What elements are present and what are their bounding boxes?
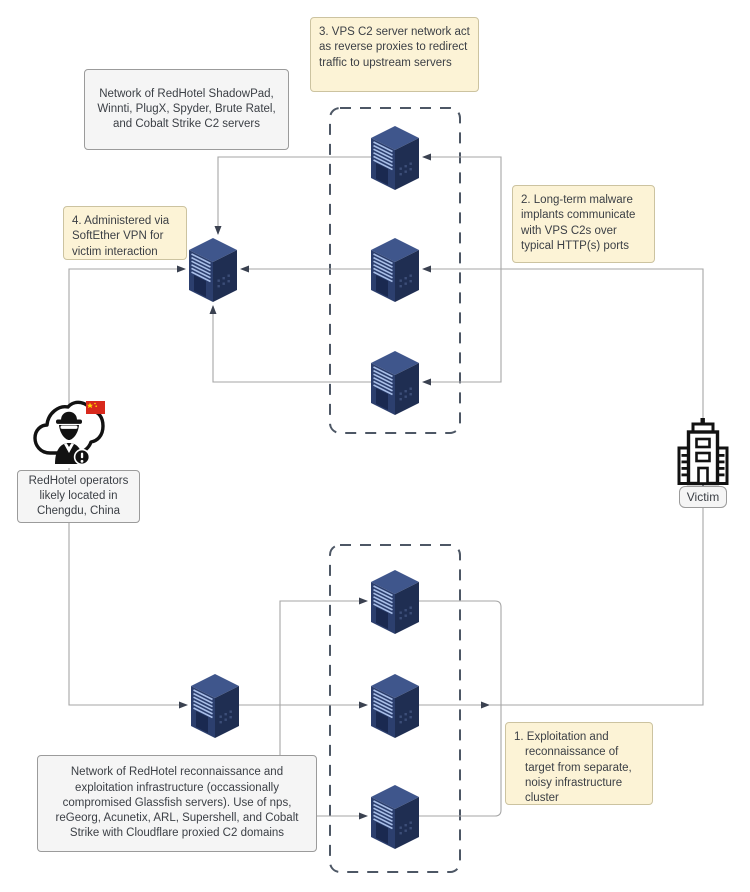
note-recon-network	[37, 755, 317, 852]
server-icon-recon-bottom	[371, 785, 419, 849]
server-icon-vps-middle	[371, 238, 419, 302]
note-upstream-c2-network-text: Network of RedHotel ShadowPad, Winnti, PlugX, Spyder, Brute Ratel, and Cobalt Strike C2 servers	[97, 87, 276, 131]
server-icon-vps-bottom	[371, 351, 419, 415]
note-upstream-c2-network	[84, 69, 289, 150]
note-operators-location-text: RedHotel operators likely located in Chengdu, China	[28, 474, 129, 518]
operator-icon	[35, 401, 105, 464]
server-icon-upstream-hub	[189, 238, 237, 302]
server-icon-vps-top	[371, 126, 419, 190]
server-icon-recon-middle	[371, 674, 419, 738]
alert-badge-icon	[75, 450, 90, 465]
note-vps-c2-proxies: 3. VPS C2 server network act as reverse proxies to redirect traffic to upstream servers	[310, 17, 479, 92]
note-recon-network-text: Network of RedHotel reconnaissance and exploitation infrastructure (occassionally compromised Glassfish servers). Use of nps, reGeorg, Acunetix, ARL, Supershell, and Cobalt Strike with Cloudflare proxied C2 domains	[55, 766, 299, 840]
server-icon-recon-top	[371, 570, 419, 634]
note-exploitation: 1. Exploitation and reconnaissance of target from separate, noisy infrastructure cluster	[505, 722, 653, 805]
spy-glasses	[61, 426, 78, 429]
note-malware-implants: 2. Long-term malware implants communicate with VPS C2s over typical HTTP(s) ports	[512, 185, 655, 263]
victim-label-text: Victim	[686, 490, 720, 504]
server-icon-recon-relay	[191, 674, 239, 738]
note-operators-location	[17, 470, 140, 523]
china-flag-icon	[86, 401, 105, 414]
victim-building-icon	[679, 418, 727, 484]
victim-label	[679, 486, 727, 508]
note-softether-admin: 4. Administered via SoftEther VPN for victim interaction	[63, 206, 187, 260]
